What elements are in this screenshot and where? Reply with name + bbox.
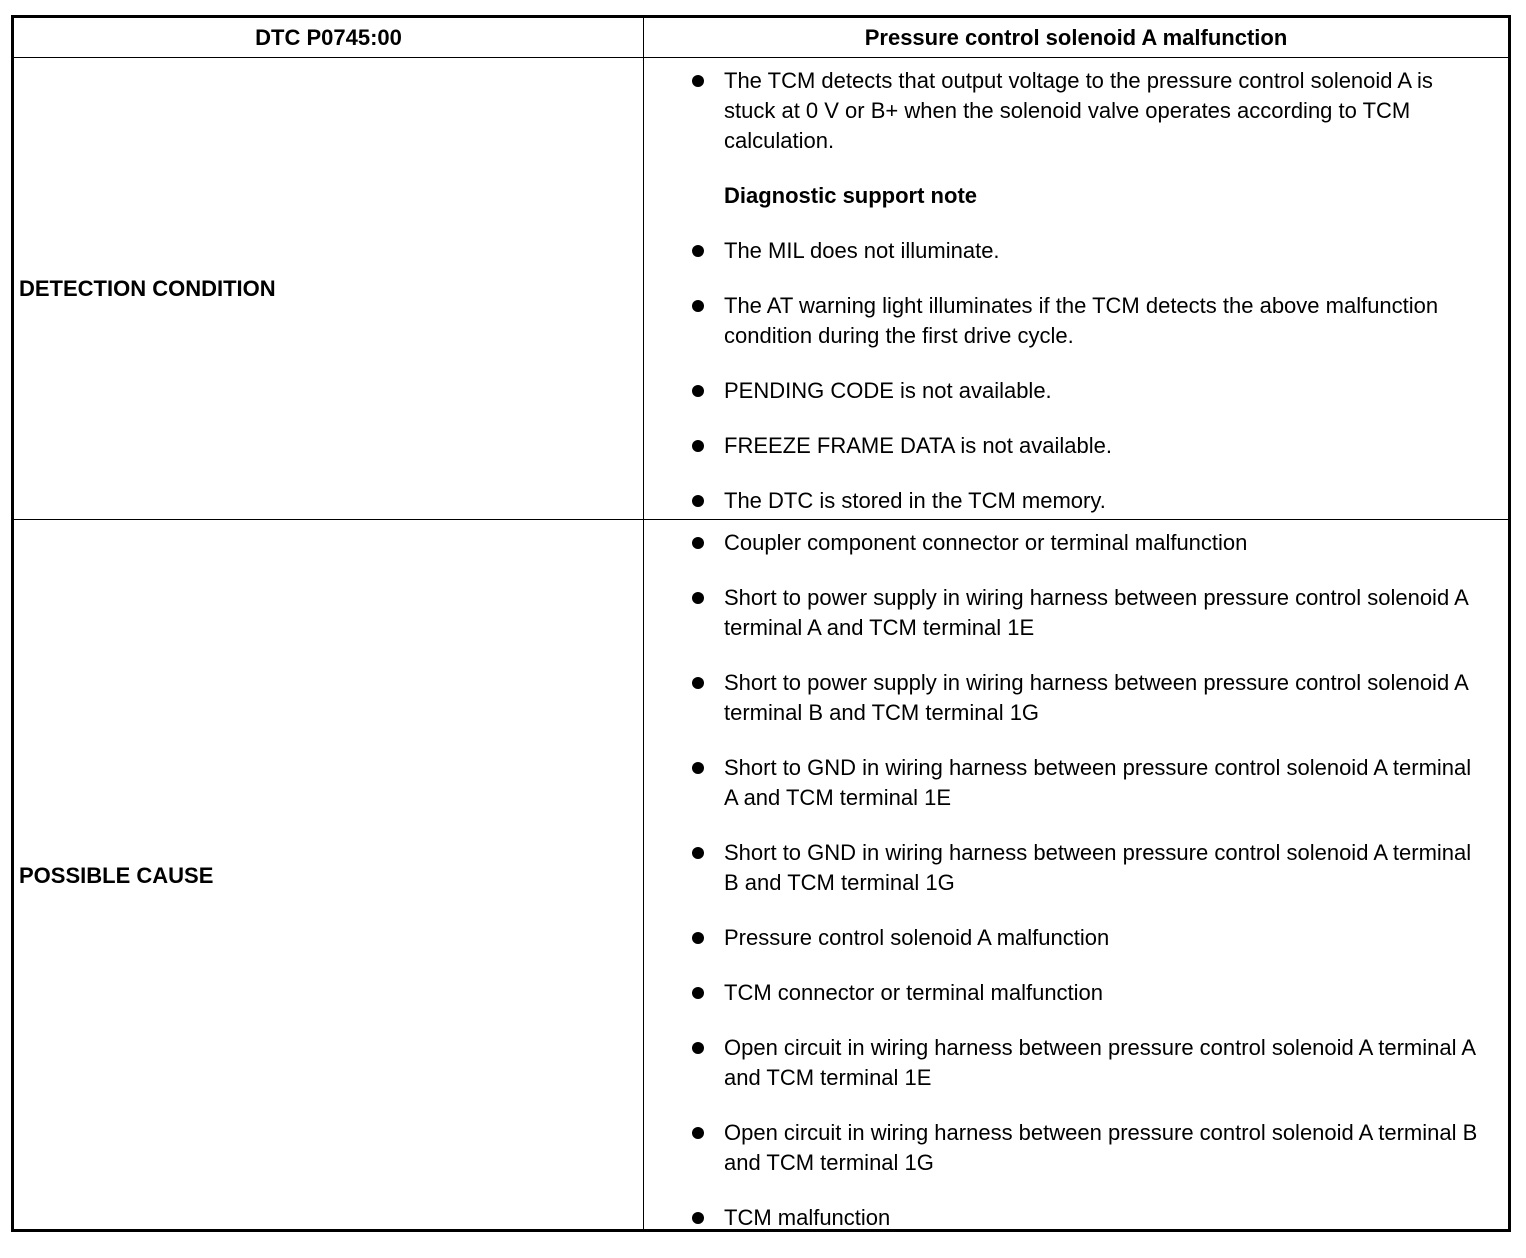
list-item <box>644 291 1508 351</box>
cause-text: Coupler component connector or terminal malfunction <box>724 530 1248 555</box>
list-item <box>644 753 1508 813</box>
bullet-icon <box>692 440 704 452</box>
dtc-code-header: DTC P0745:00 <box>255 24 402 50</box>
detection-condition-label: DETECTION CONDITION <box>19 275 276 301</box>
cause-text: Short to GND in wiring harness between pressure control solenoid A terminal A and TCM terminal 1E <box>724 755 1472 810</box>
bullet-icon <box>692 677 704 689</box>
cause-text: Pressure control solenoid A malfunction <box>724 925 1110 950</box>
bullet-icon <box>692 1212 704 1224</box>
list-item <box>644 66 1508 156</box>
list-item <box>644 923 1508 953</box>
cause-text: Short to GND in wiring harness between pressure control solenoid A terminal B and TCM terminal 1G <box>724 840 1472 895</box>
bullet-icon <box>692 385 704 397</box>
detection-condition-content <box>644 66 1508 541</box>
note-text: PENDING CODE is not available. <box>724 378 1052 403</box>
bullet-icon <box>692 932 704 944</box>
list-item <box>644 1118 1508 1178</box>
list-item <box>644 978 1508 1008</box>
note-text: The DTC is stored in the TCM memory. <box>724 488 1106 513</box>
bullet-icon <box>692 1042 704 1054</box>
cause-text: Short to power supply in wiring harness between pressure control solenoid A terminal B and TCM terminal 1G <box>724 670 1468 725</box>
bullet-icon <box>692 300 704 312</box>
list-item <box>644 1033 1508 1093</box>
cause-text: TCM malfunction <box>724 1205 891 1230</box>
list-item <box>644 583 1508 643</box>
list-item <box>644 528 1508 558</box>
bullet-icon <box>692 847 704 859</box>
cause-text: TCM connector or terminal malfunction <box>724 980 1104 1005</box>
bullet-icon <box>692 1127 704 1139</box>
bullet-icon <box>692 75 704 87</box>
bullet-icon <box>692 987 704 999</box>
list-item <box>644 486 1508 516</box>
bullet-icon <box>692 495 704 507</box>
bullet-icon <box>692 762 704 774</box>
dtc-title-header: Pressure control solenoid A malfunction <box>864 24 1288 50</box>
detection-main-text: The TCM detects that output voltage to the pressure control solenoid A is stuck at 0 V or B+ when the solenoid valve operates according to TCM calculation. <box>724 68 1433 153</box>
list-item <box>644 668 1508 728</box>
list-item <box>644 376 1508 406</box>
possible-cause-content <box>644 528 1508 1258</box>
dtc-table <box>11 15 1511 1232</box>
bullet-icon <box>692 592 704 604</box>
bullet-icon <box>692 245 704 257</box>
note-text: The MIL does not illuminate. <box>724 238 1000 263</box>
cause-text: Short to power supply in wiring harness between pressure control solenoid A terminal A and TCM terminal 1E <box>724 585 1468 640</box>
note-text: The AT warning light illuminates if the TCM detects the above malfunction condition during the first drive cycle. <box>724 293 1439 348</box>
cause-text: Open circuit in wiring harness between pressure control solenoid A terminal B and TCM terminal 1G <box>724 1120 1478 1175</box>
list-item <box>644 838 1508 898</box>
bullet-icon <box>692 537 704 549</box>
list-item <box>644 1203 1508 1233</box>
possible-cause-label: POSSIBLE CAUSE <box>19 863 214 888</box>
note-text: FREEZE FRAME DATA is not available. <box>724 433 1112 458</box>
cause-text: Open circuit in wiring harness between pressure control solenoid A terminal A and TCM terminal 1E <box>724 1035 1475 1090</box>
diagnostic-note-heading: Diagnostic support note <box>724 183 977 208</box>
list-item <box>644 431 1508 461</box>
list-item <box>644 236 1508 266</box>
